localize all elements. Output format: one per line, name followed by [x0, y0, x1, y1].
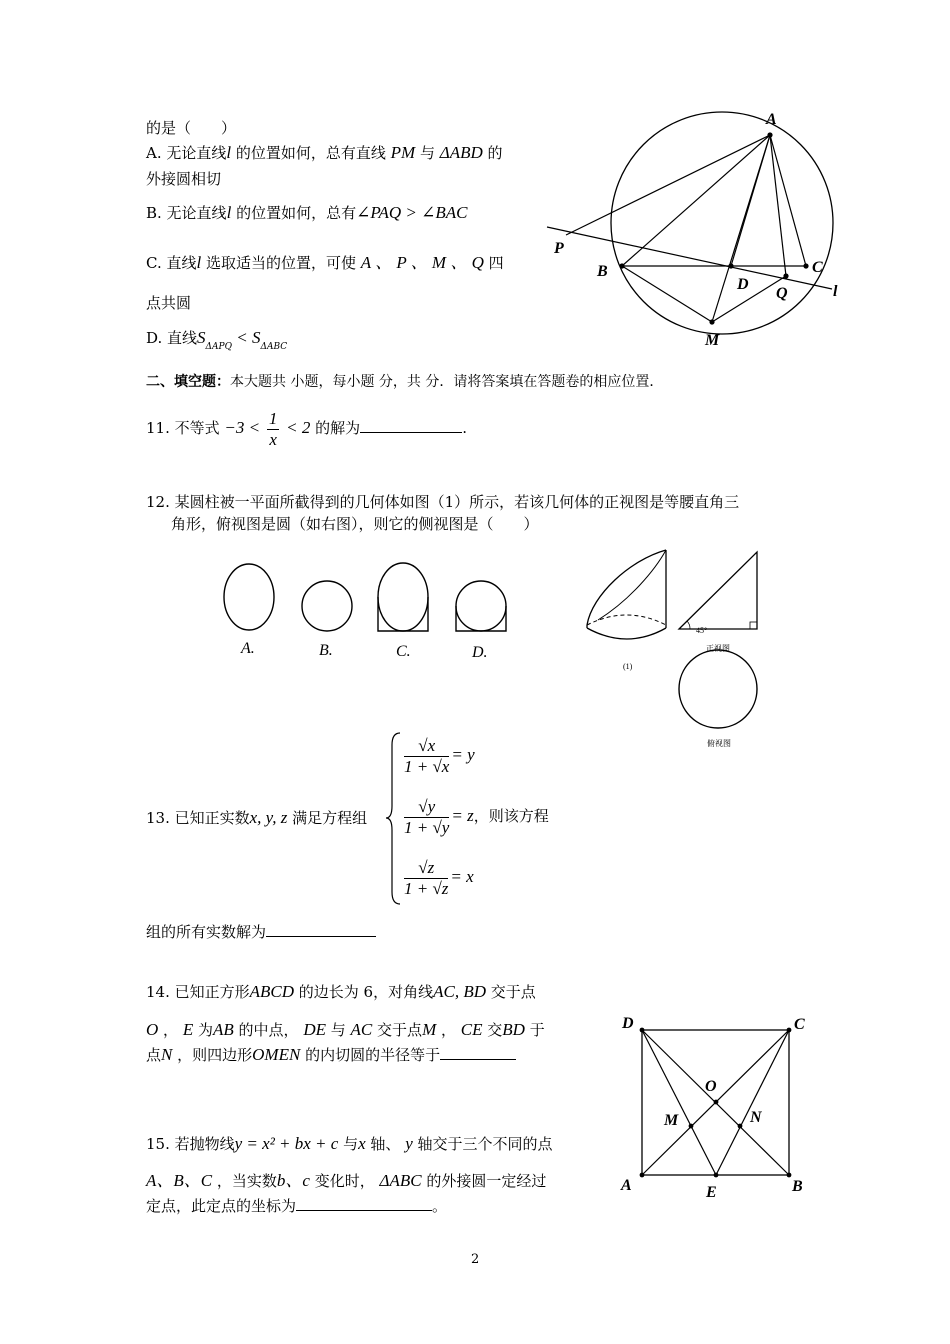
fig14-label-n: N [750, 1109, 762, 1126]
fig10-label-c: C [812, 259, 823, 276]
q10-option-b: B. 无论直线l 的位置如何，总有∠PAQ > ∠BAC [146, 203, 468, 222]
q13-eq3: $\frac{√z}{1 + √z}$ = x [404, 857, 474, 898]
q12-angle-label: 45° [696, 626, 708, 635]
fig10-label-b: B [597, 263, 608, 280]
fig14-label-d: D [622, 1015, 634, 1032]
q13-intro: 13. 已知正实数x, y, z 满足方程组 [146, 808, 368, 827]
q15-answer-blank[interactable] [296, 1210, 432, 1211]
q13-line2: 组的所有实数解为 [146, 922, 376, 942]
q14-line3: 点N ，则四边形OMEN 的内切圆的半径等于 [146, 1045, 516, 1065]
q15-line2: A、B、C ，当实数b、c 变化时， ΔABC 的外接圆一定经过 [146, 1171, 547, 1190]
q12-top-view-label: 俯视图 [707, 739, 731, 748]
q12-fig-caption: (1) [623, 662, 633, 671]
q10-option-a: A. 无论直线l 的位置如何，总有直线 PM 与 ΔABD 的 [146, 143, 503, 162]
q15-line1: 15. 若抛物线y = x² + bx + c 与x 轴、 y 轴交于三个不同的点 [146, 1134, 553, 1153]
q12-label-c: C. [396, 643, 411, 660]
q14-line2: O ， E 为AB 的中点， DE 与 AC 交于点M ， CE 交BD 于 [146, 1020, 545, 1039]
fig14-label-m: M [664, 1112, 679, 1129]
q12-label-a: A. [241, 640, 255, 657]
fig10-label-d: D [737, 276, 749, 293]
q11: 11. 不等式 −3 < $\frac{1}{x}$ < 2 的解为 . [146, 408, 467, 449]
page-number: 2 [471, 1252, 480, 1267]
q10-option-a-line2: 外接圆相切 [146, 170, 222, 188]
section2-heading: 二、填空题：本大题共 小题，每小题 分，共 分．请将答案填在答题卷的相应位置． [146, 374, 664, 390]
q13-eq2: $\frac{√y}{1 + √y}$ = z，则该方程 [404, 796, 549, 837]
q13-eq1: $\frac{√x}{1 + √x}$ = y [404, 735, 475, 776]
q10-option-c-line2: 点共圆 [146, 294, 192, 312]
q12-label-b: B. [319, 642, 333, 659]
fig10-label-q: Q [776, 285, 788, 302]
q15-line3: 定点，此定点的坐标为 。 [146, 1197, 448, 1215]
fig10-label-a: A [766, 111, 777, 128]
q12-line2: 角形，俯视图是圆（如右图），则它的侧视图是（ ） [171, 515, 539, 533]
q12-label-d: D. [472, 644, 488, 661]
q10-option-c: C. 直线l 选取适当的位置，可使 A 、 P 、 M 、 Q 四 [146, 253, 504, 272]
q10-stem-end: 的是（ ） [146, 119, 237, 137]
fig14-label-a: A [621, 1177, 632, 1194]
fig10-label-l: l [833, 283, 838, 300]
q12-line1: 12. 某圆柱被一平面所截得到的几何体如图（1）所示，若该几何体的正视图是等腰直角三 [146, 493, 740, 511]
fig10-label-m: M [705, 332, 720, 349]
fig14-label-b: B [792, 1178, 803, 1195]
fig14-label-e: E [706, 1184, 717, 1201]
fig14-label-c: C [794, 1016, 805, 1033]
q12-front-view-label: 正视图 [706, 644, 730, 653]
fig10-label-p: P [554, 240, 564, 257]
fig14-label-o: O [705, 1078, 717, 1095]
q11-fraction: $\frac{1}{x}$ [268, 408, 278, 449]
q14-line1: 14. 已知正方形ABCD 的边长为 6，对角线AC, BD 交于点 [146, 982, 536, 1001]
q10-option-d: D. 直线$S_{\Delta APQ} < S_{\Delta ABC}$ [146, 328, 288, 352]
